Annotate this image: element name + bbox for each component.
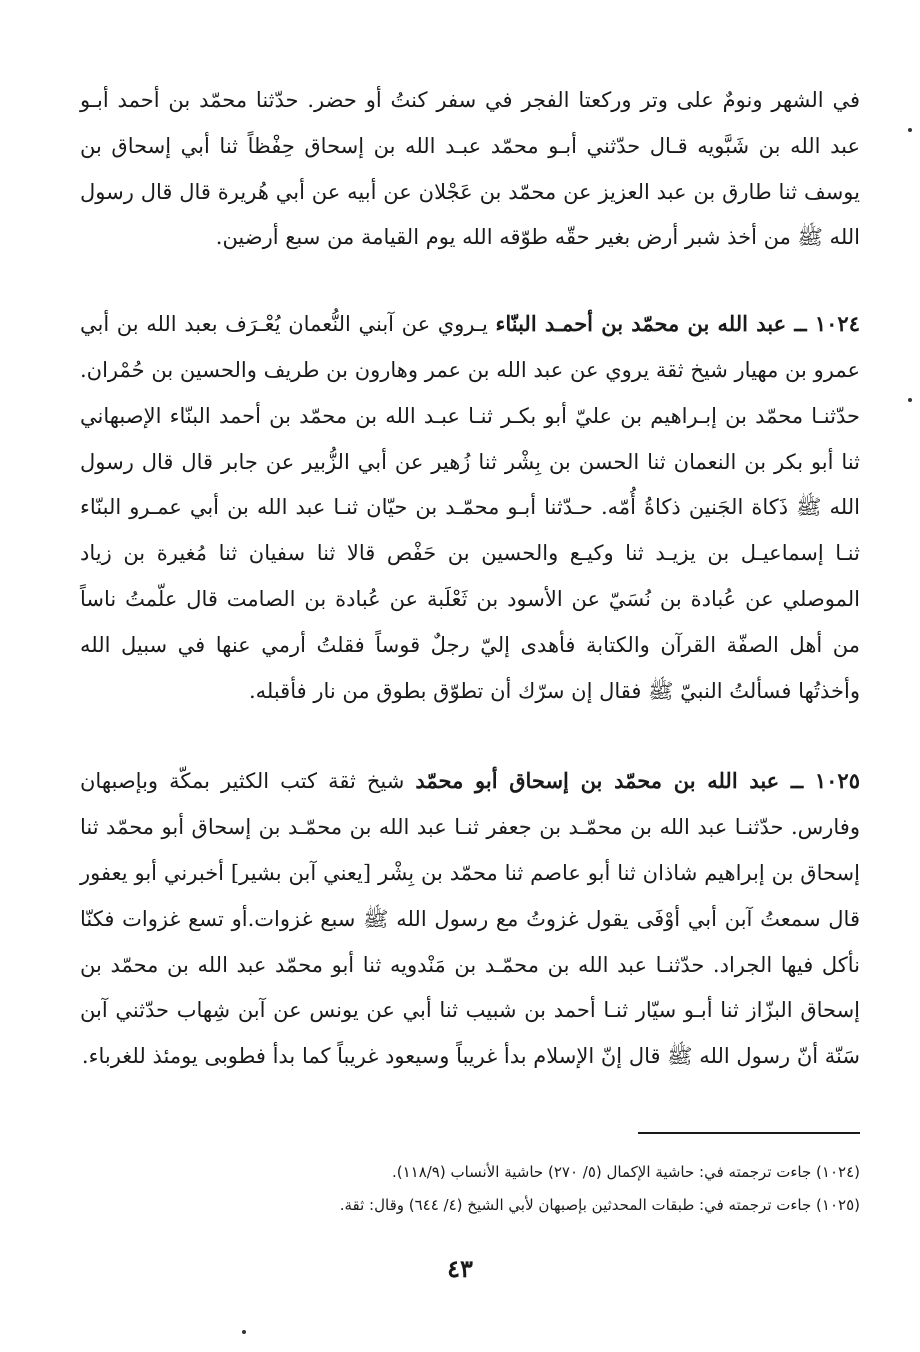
margin-dot-icon	[908, 128, 912, 132]
footnotes	[80, 1156, 860, 1222]
entry-1025-heading: ١٠٢٥ ــ عبد الله بن محمّد بن إسحاق أبو محمّد	[415, 768, 860, 794]
margin-dot-icon	[908, 398, 912, 402]
entry-1024-heading: ١٠٢٤ ــ عبد الله بن محمّد بن أحمـد البنّاء	[495, 311, 860, 337]
footnote-1024: (١٠٢٤) جاءت ترجمته في: حاشية الإكمال (٥/ ٢٧٠) حاشية الأنساب (١١٨/٩).	[391, 1163, 860, 1181]
paragraph-continuation: في الشهر ونومٌ على وتر وركعتا الفجر في سفر كنتُ أو حضر. حدّثنا محمّد بن أحمد أبـو عبد الله بن شَبَّويه قـال حدّثني أبـو محمّد عبـد الله بن إسحاق حِفْظاً ثنا أبي إسحاق بن يوسف ثنا طارق بن عبد العزيز عن محمّد بن عَجْلان عن أبيه عن أبي هُريرة قال قال رسول الله ﷺ من أخذ شبر أرض بغير حقّه طوّقه الله يوم القيامة من سبع أرضين.	[80, 88, 860, 250]
entry-1024-body: يـروي عن آبني النُّعمان يُعْـرَف بعبد الله بن أبي عمرو بن مهيار شيخ ثقة يروي عن عبد الله بن عمر وهارون بن طريف والحسين بن حُمْران. حدّثنـا محمّد بن إبـراهيم بن عليّ أبو بكـر ثنـا عبـد الله بن محمّد بن أحمد البنّاء الإصبهاني ثنا أبو بكر بن النعمان ثنا الحسن بن بِشْر ثنا زُهير عن أبي الزُّبير عن جابر قال قال رسول الله ﷺ ذَكاة الجَنين ذكاةُ أُمّه. حـدّثنا أبـو محمّـد بن حيّان ثنـا عبد الله بن أبي عمـرو البنّاء ثنـا إسماعيـل بن يزيـد ثنا وكيـع والحسين بن حَفْص قالا ثنا سفيان ثنا مُغيرة بن زياد الموصلي عن عُبادة بن نُسَيّ عن الأسود بن ثَعْلَبة عن عُبادة بن الصامت قال علّمتُ ناساً من أهل الصفّة القرآن والكتابة فأهدى إليّ رجلٌ قوساً فقلتُ أرمي عنها في سبيل الله وأخذتُها فسألتُ النبيّ ﷺ فقال إن سرّك أن تطوّق بطوق من نار فأقبله.	[80, 312, 860, 703]
margin-dot-icon	[242, 1330, 246, 1334]
footnote-divider	[638, 1132, 860, 1134]
entry-1025-body: شيخ ثقة كتب الكثير بمكّة وبإصبهان وفارس. حدّثنـا عبد الله بن محمّـد بن جعفر ثنـا عبد الله بن محمّـد بن إسحاق أبو محمّد ثنا إسحاق بن إبراهيم شاذان ثنا أبو عاصم ثنا محمّد بن بِشْر [يعني آبن بشير] أخبرني أبو يعفور قال سمعتُ آبن أبي أوْفَى يقول غزوتُ مع رسول الله ﷺ سبع غزوات.أو تسع غزوات فكنّا نأكل فيها الجراد. حدّثنـا عبد الله بن محمّـد بن مَنْدويه ثنا أبو محمّد عبد الله بن محمّد بن إسحاق البزّاز ثنا أبـو سيّار ثنـا أحمد بن شبيب ثنا أبي عن يونس عن آبن شِهاب حدّثني آبن سَنّة أنّ رسول الله ﷺ قال إنّ الإسلام بدأ غريباً وسيعود غريباً كما بدأ فطوبى يومئذ للغرباء.	[80, 769, 860, 1069]
footnote-1025: (١٠٢٥) جاءت ترجمته في: طبقات المحدثين بإصبهان لأبي الشيخ (٤/ ٦٤٤) وقال: ثقة.	[339, 1196, 860, 1214]
spacer	[80, 261, 860, 301]
page-number: ٤٣	[447, 1254, 473, 1283]
main-text-block	[80, 78, 860, 1080]
spacer	[80, 714, 860, 758]
entry-1024	[80, 301, 860, 714]
entry-1025	[80, 758, 860, 1080]
